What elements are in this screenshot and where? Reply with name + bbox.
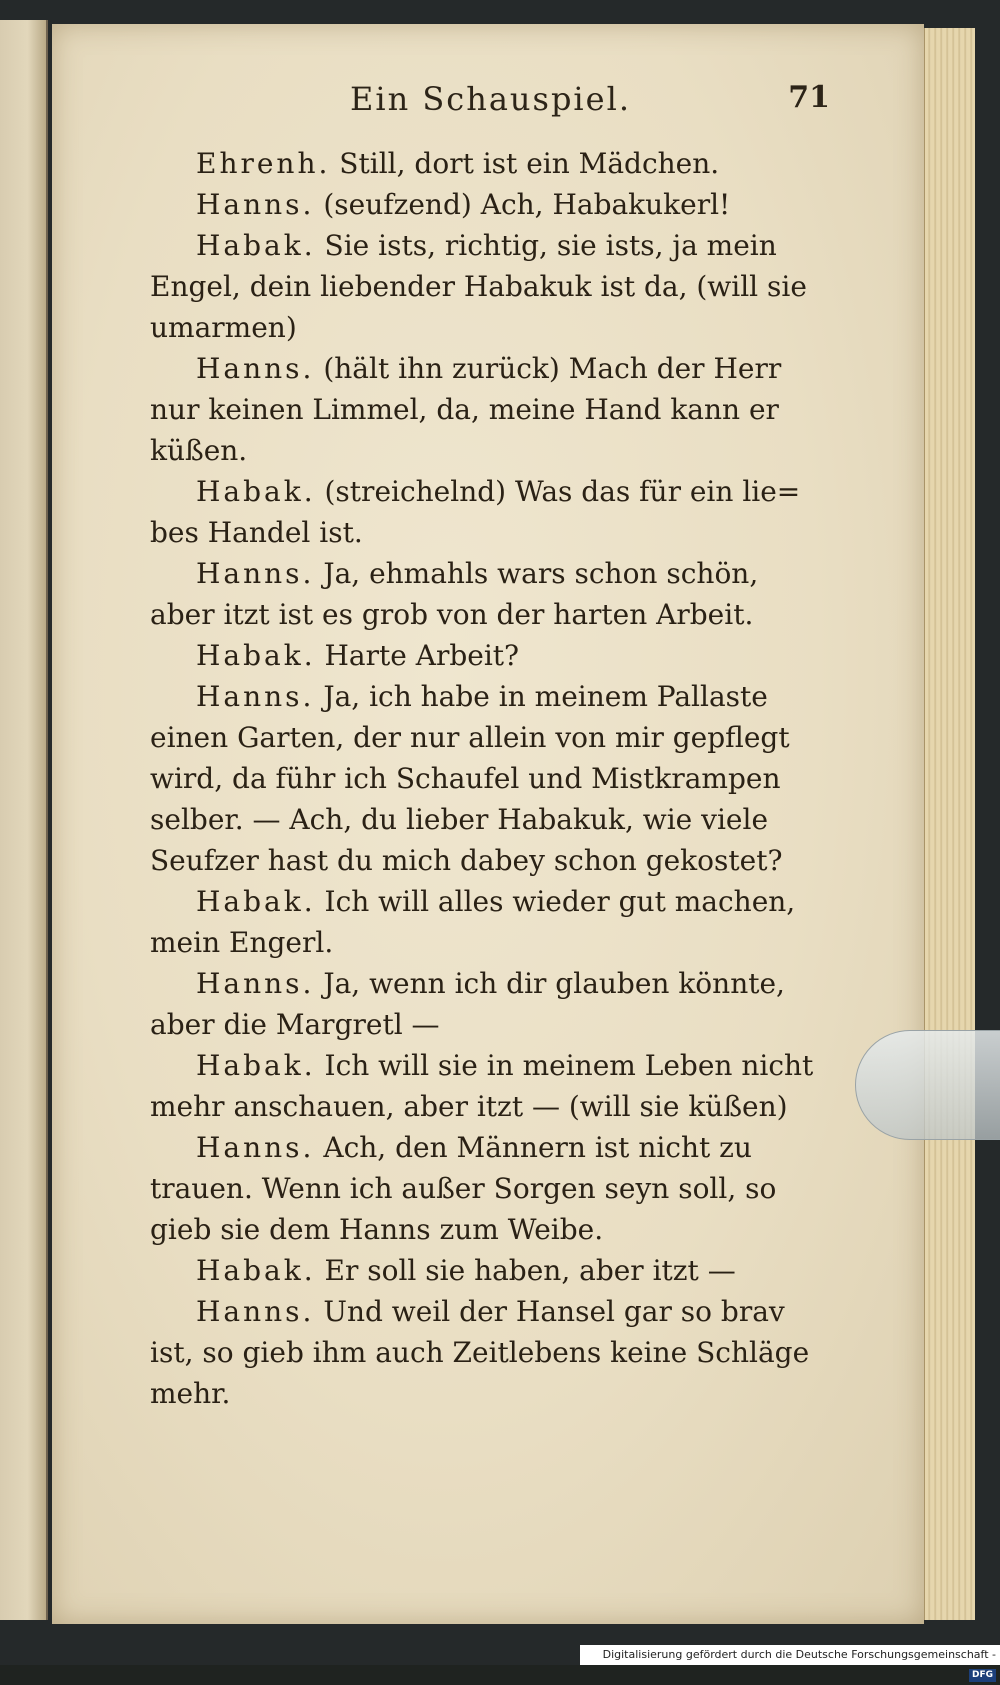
page-header	[150, 78, 840, 128]
speaker-name: Hanns.	[196, 557, 315, 590]
text-line	[150, 1045, 840, 1086]
speaker-name: Ehrenh.	[196, 147, 331, 180]
line-text: Ich will alles wieder gut machen,	[315, 885, 796, 918]
line-text: wird, da führ ich Schaufel und Mistkrampen	[150, 762, 781, 795]
speaker-name: Habak.	[196, 1049, 316, 1082]
line-text: selber. — Ach, du lieber Habakuk, wie viele	[150, 803, 769, 836]
line-text: (streichelnd) Was das für ein lie=	[315, 475, 801, 508]
line-text: Seufzer hast du mich dabey schon gekostet?	[150, 844, 783, 877]
line-text: nur keinen Limmel, da, meine Hand kann er	[150, 393, 779, 426]
text-line	[150, 635, 840, 676]
text-line	[150, 717, 840, 758]
speaker-name: Hanns.	[196, 967, 315, 1000]
line-text: Still, dort ist ein Mädchen.	[330, 147, 720, 180]
line-text: Ja, ich habe in meinem Pallaste	[314, 680, 768, 713]
line-text: (hält ihn zurück) Mach der Herr	[314, 352, 782, 385]
text-line	[150, 1004, 840, 1045]
line-text: Engel, dein liebender Habakuk ist da, (will sie	[150, 270, 807, 303]
speaker-name: Hanns.	[196, 188, 315, 221]
speaker-name: Hanns.	[196, 352, 315, 385]
text-line	[150, 758, 840, 799]
speaker-name: Habak.	[196, 475, 316, 508]
line-text: Und weil der Hansel gar so brav	[314, 1295, 785, 1328]
line-text: bes Handel ist.	[150, 516, 363, 549]
line-text: Ja, wenn ich dir glauben könnte,	[314, 967, 785, 1000]
page-number: 71	[788, 80, 830, 115]
line-text: gieb sie dem Hanns zum Weibe.	[150, 1213, 604, 1246]
text-line	[150, 389, 840, 430]
text-line	[150, 143, 840, 184]
line-text: Ja, ehmahls wars schon schön,	[314, 557, 759, 590]
speaker-name: Hanns.	[196, 680, 315, 713]
line-text: aber itzt ist es grob von der harten Arbeit.	[150, 598, 754, 631]
line-text: mehr.	[150, 1377, 231, 1410]
line-text: mein Engerl.	[150, 926, 334, 959]
text-line	[150, 225, 840, 266]
line-text: ist, so gieb ihm auch Zeitlebens keine Schläge	[150, 1336, 810, 1369]
text-line	[150, 881, 840, 922]
text-line	[150, 922, 840, 963]
text-line	[150, 512, 840, 553]
speaker-name: Hanns.	[196, 1131, 315, 1164]
speaker-name: Hanns.	[196, 1295, 315, 1328]
line-text: Ach, den Männern ist nicht zu	[314, 1131, 752, 1164]
text-line	[150, 307, 840, 348]
text-line	[150, 1168, 840, 1209]
text-line	[150, 1086, 840, 1127]
text-line	[150, 1127, 840, 1168]
text-line	[150, 553, 840, 594]
play-text	[150, 143, 840, 1414]
text-line	[150, 1373, 840, 1414]
line-text: Er soll sie haben, aber itzt —	[315, 1254, 736, 1287]
text-line	[150, 430, 840, 471]
line-text: küßen.	[150, 434, 248, 467]
line-text: mehr anschauen, aber itzt — (will sie küßen)	[150, 1090, 788, 1123]
dfg-logo: DFG	[969, 1669, 996, 1682]
line-text: Ich will sie in meinem Leben nicht	[315, 1049, 814, 1082]
text-line	[150, 184, 840, 225]
page-clip	[855, 1030, 1000, 1140]
text-line	[150, 594, 840, 635]
text-line	[150, 1291, 840, 1332]
text-line	[150, 676, 840, 717]
line-text: einen Garten, der nur allein von mir gepflegt	[150, 721, 790, 754]
running-title: Ein Schauspiel.	[350, 80, 631, 118]
credit-text: Digitalisierung gefördert durch die Deutsche Forschungsgemeinschaft -	[602, 1648, 996, 1661]
text-line	[150, 1209, 840, 1250]
line-text: trauen. Wenn ich außer Sorgen seyn soll, so	[150, 1172, 777, 1205]
digitization-credit	[580, 1645, 1000, 1680]
speaker-name: Habak.	[196, 229, 316, 262]
line-text: umarmen)	[150, 311, 297, 344]
text-line	[150, 840, 840, 881]
text-line	[150, 1332, 840, 1373]
text-line	[150, 1250, 840, 1291]
text-line	[150, 963, 840, 1004]
text-line	[150, 799, 840, 840]
page-block-edge	[924, 28, 975, 1620]
line-text: Harte Arbeit?	[315, 639, 520, 672]
speaker-name: Habak.	[196, 1254, 316, 1287]
text-line	[150, 471, 840, 512]
text-line	[150, 348, 840, 389]
speaker-name: Habak.	[196, 639, 316, 672]
speaker-name: Habak.	[196, 885, 316, 918]
line-text: (seufzend) Ach, Habakukerl!	[314, 188, 731, 221]
line-text: Sie ists, richtig, sie ists, ja mein	[315, 229, 777, 262]
text-line	[150, 266, 840, 307]
facing-page-edge	[0, 20, 48, 1620]
line-text: aber die Margretl —	[150, 1008, 440, 1041]
